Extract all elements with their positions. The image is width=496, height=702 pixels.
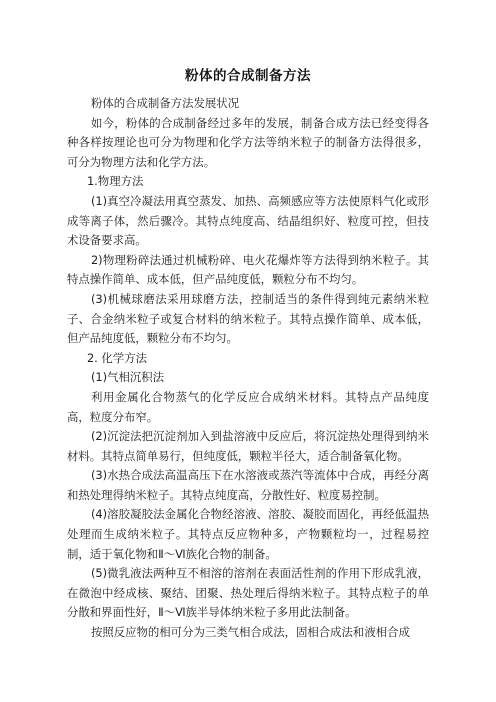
subtitle-paragraph: 粉体的合成制备方法发展状况 [90,96,240,110]
paragraph-physical-crushing: 2)物理粉碎法通过机械粉碎、电火花爆炸等方法得到纳米粒子。其特点操作简单、成本低，但产品纯度低，颗粒分布不均匀。 [67,252,429,287]
intro-paragraph: 如今，粉体的合成制备经过多年的发展，制备合成方法已经变得各种各样按理论也可分为物理和化学方法等纳米粒子的制备方法得很多，可分为物理方法和化学方法。 [67,115,429,169]
paragraph-phase-classification: 按照反应物的相可分为三类气相合成法，固相合成法和液相合成 [90,625,410,640]
section-heading-chemical: 2. 化学方法 [86,350,147,365]
paragraph-hydrothermal: (3)水热合成法高温高压下在水溶液或蒸汽等流体中合成，再经分离和热处理得纳米粒子。其特点纯度高，分散性好、粒度易控制。 [67,468,429,502]
paragraph-microemulsion: (5)微乳液法两种互不相溶的溶剂在表面活性剂的作用下形成乳液，在微泡中经成核、聚结、团聚、热处理后得纳米粒子。其特点粒子的单分散和界面性好，Ⅱ～Ⅵ族半导体纳米粒子多用此法制备。 [67,566,429,620]
paragraph-precipitation: (2)沉淀法把沉淀剂加入到盐溶液中反应后，将沉淀热处理得到纳米材料。其特点简单易行，但纯度低，颗粒半径大，适合制备氧化物。 [67,429,429,463]
section-heading-physical: 1.物理方法 [86,174,144,189]
subheading-vapor-deposition: (1)气相沉积法 [90,370,165,385]
paragraph-ball-milling: (3)机械球磨法采用球磨方法，控制适当的条件得到纯元素纳米粒子、合金纳米粒子或复合材料的纳米粒子。其特点操作简单、成本低，但产品纯度低，颗粒分布不均匀。 [67,291,429,346]
document-title: 粉体的合成制备方法 [185,68,311,84]
paragraph-vacuum-condensation: (1)真空冷凝法用真空蒸发、加热、高频感应等方法使原料气化或形成等离子体，然后骤冷。其特点纯度高、结晶组织好、粒度可控，但技术设备要求高。 [67,193,429,248]
paragraph-vapor-deposition: 利用金属化合物蒸气的化学反应合成纳米材料。其特点产品纯度高，粒度分布窄。 [67,389,429,424]
document-body [67,94,429,643]
paragraph-sol-gel: (4)溶胶凝胶法金属化合物经溶液、溶胶、凝胶而固化，再经低温热处理而生成纳米粒子。其特点反应物种多，产物颗粒均一，过程易控制，适于氧化物和Ⅱ～Ⅵ族化合物的制备。 [67,507,429,561]
